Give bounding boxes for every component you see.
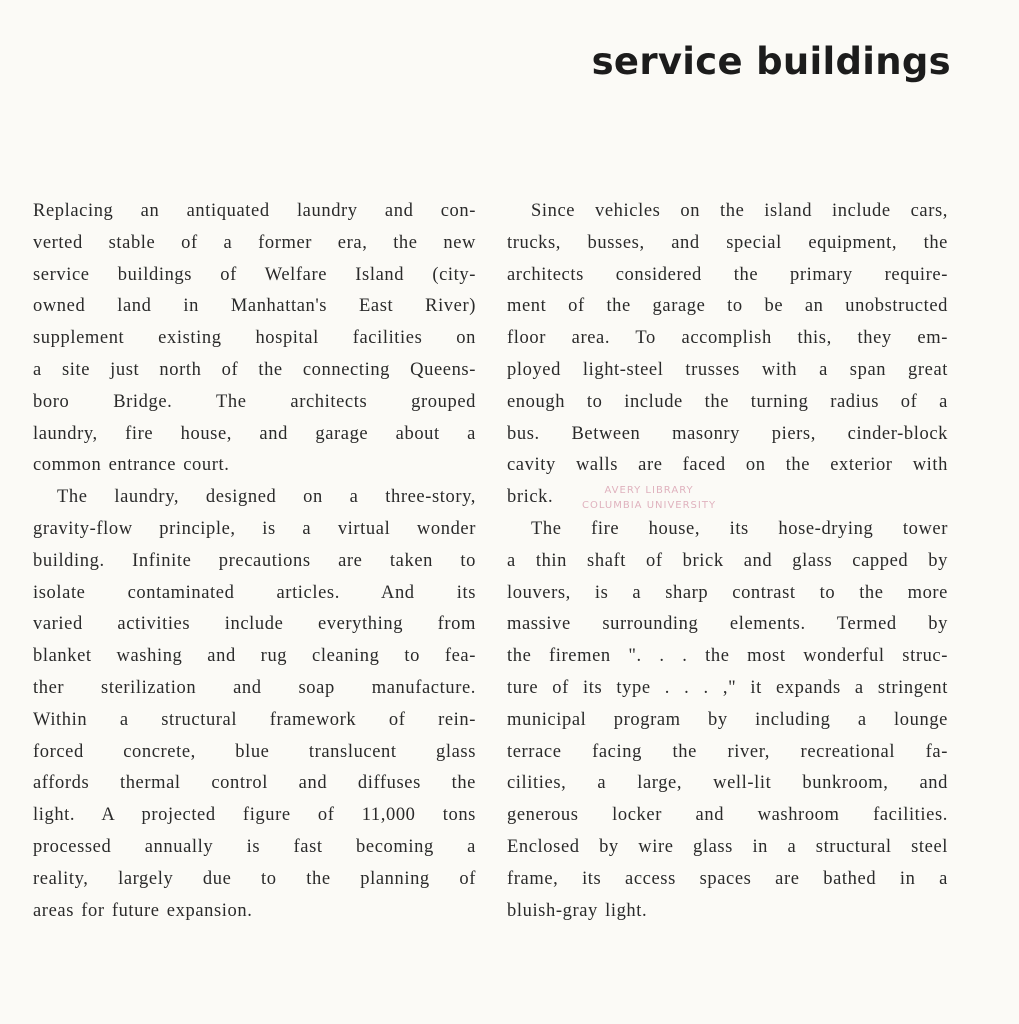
text-line: brick.: [507, 487, 554, 508]
text-line: floor area. To accomplish this, they em-: [507, 328, 948, 349]
text-line: trucks, busses, and special equipment, the: [507, 232, 948, 253]
text-line: affords thermal control and diffuses the: [33, 773, 476, 794]
text-line: laundry, fire house, and garage about a: [33, 423, 476, 444]
right-column: [507, 196, 948, 927]
text-line: ployed light-steel trusses with a span great: [507, 359, 948, 380]
text-line: enough to include the turning radius of a: [507, 391, 948, 412]
page-title: service buildings: [591, 40, 951, 83]
text-line: boro Bridge. The architects grouped: [33, 391, 476, 412]
text-line: gravity-flow principle, is a virtual wonder: [33, 518, 476, 539]
text-line: the firemen ". . . the most wonderful struc-: [507, 646, 948, 667]
left-column: [33, 196, 476, 927]
stamp-line-1: AVERY LIBRARY: [604, 485, 694, 496]
stamp-line-2: COLUMBIA UNIVERSITY: [582, 500, 717, 511]
text-line: The laundry, designed on a three-story,: [57, 487, 476, 508]
text-line: supplement existing hospital facilities on: [33, 328, 476, 349]
text-line: terrace facing the river, recreational fa-: [507, 741, 948, 762]
text-line: Enclosed by wire glass in a structural steel: [507, 836, 948, 857]
text-line: Within a structural framework of rein-: [33, 709, 476, 730]
text-line: processed annually is fast becoming a: [33, 836, 476, 857]
text-line: service buildings of Welfare Island (city-: [33, 264, 476, 285]
text-line: The fire house, its hose-drying tower: [531, 518, 948, 539]
text-line: massive surrounding elements. Termed by: [507, 614, 948, 635]
text-line: building. Infinite precautions are taken to: [33, 550, 476, 571]
text-line: cavity walls are faced on the exterior with: [507, 455, 948, 476]
text-line: bus. Between masonry piers, cinder-block: [507, 423, 948, 444]
text-line: a thin shaft of brick and glass capped by: [507, 550, 948, 571]
text-line: architects considered the primary require-: [507, 264, 948, 285]
text-line: light. A projected figure of 11,000 tons: [33, 805, 476, 826]
text-line: common entrance court.: [33, 455, 230, 476]
text-line: verted stable of a former era, the new: [33, 232, 476, 253]
text-line: Replacing an antiquated laundry and con-: [33, 201, 476, 221]
text-line: ther sterilization and soap manufacture.: [33, 677, 476, 698]
text-line: ture of its type . . . ," it expands a stringent: [507, 677, 948, 698]
text-line: areas for future expansion.: [33, 900, 253, 921]
text-line: municipal program by including a lounge: [507, 709, 948, 730]
text-line: bluish-gray light.: [507, 900, 648, 921]
text-line: a site just north of the connecting Queens-: [33, 359, 476, 380]
text-line: blanket washing and rug cleaning to fea-: [33, 646, 476, 667]
text-line: louvers, is a sharp contrast to the more: [507, 582, 948, 603]
text-line: forced concrete, blue translucent glass: [33, 741, 476, 762]
text-line: frame, its access spaces are bathed in a: [507, 868, 948, 889]
library-stamp: [582, 483, 716, 513]
text-line: generous locker and washroom facilities.: [507, 805, 948, 826]
text-line: isolate contaminated articles. And its: [33, 582, 476, 603]
text-line: cilities, a large, well-lit bunkroom, and: [507, 773, 948, 794]
text-line: varied activities include everything from: [33, 614, 476, 635]
text-line: reality, largely due to the planning of: [33, 868, 476, 889]
text-line: ment of the garage to be an unobstructed: [507, 296, 948, 317]
text-line: owned land in Manhattan's East River): [33, 296, 476, 317]
text-line: Since vehicles on the island include cars,: [531, 201, 948, 221]
